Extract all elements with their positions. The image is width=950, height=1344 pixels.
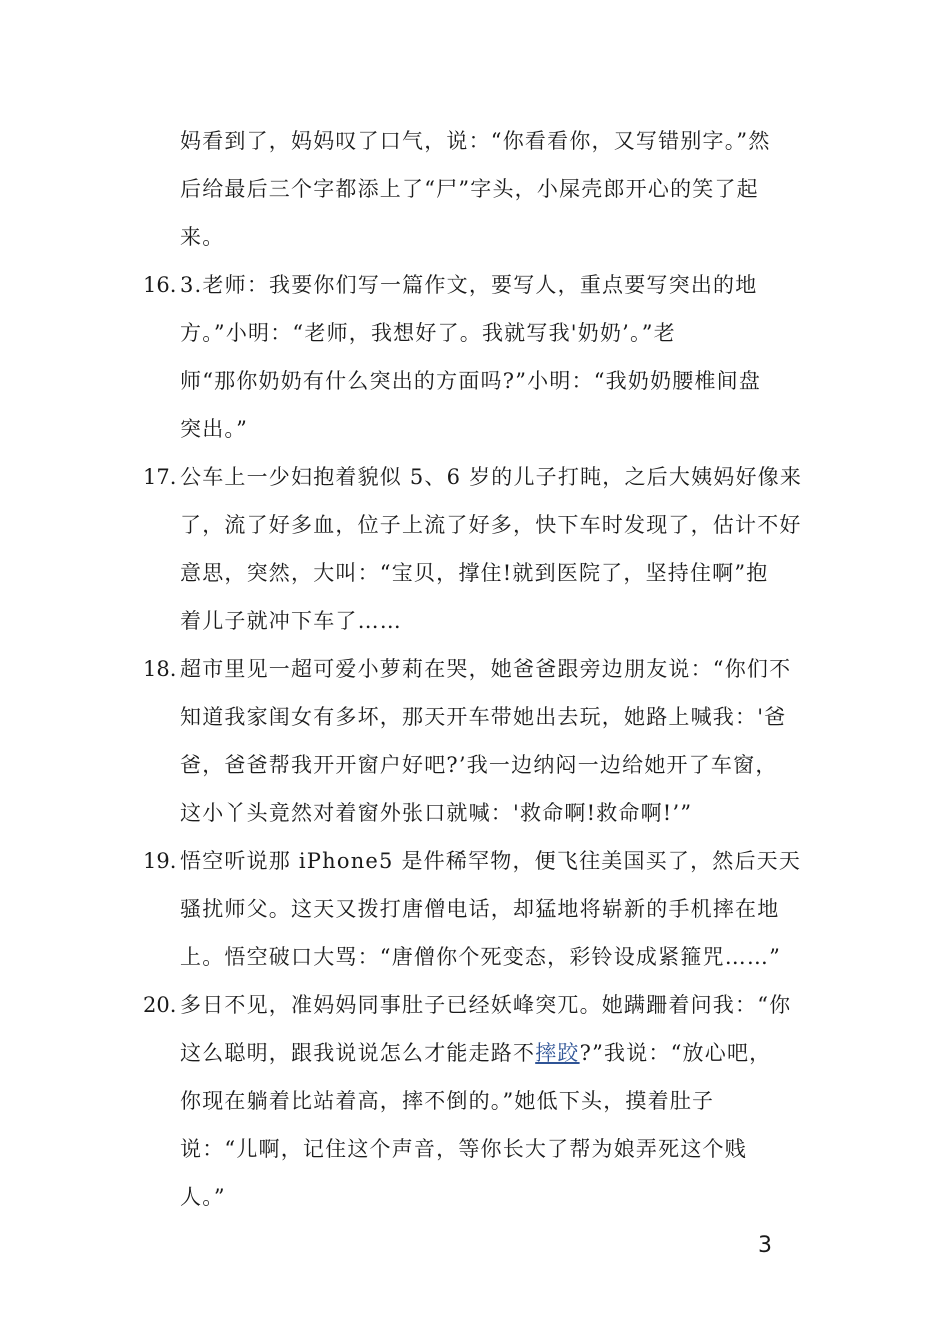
paragraph-line: 说：“儿啊，记住这个声音，等你长大了帮为娘弄死这个贱 [180,1137,747,1161]
item-number-20: 20. [143,993,177,1017]
text-segment: 这么聪明，跟我说说怎么才能走路不 [180,1041,536,1065]
paragraph-line: 你现在躺着比站着高，摔不倒的。”她低下头，摸着肚子 [180,1089,715,1113]
paragraph-line: 后给最后三个字都添上了“尸”字头，小屎壳郎开心的笑了起 [180,177,759,201]
paragraph-line: 来。 [180,225,225,249]
paragraph-line: 妈看到了，妈妈叹了口气，说：“你看看你，又写错别字。”然 [180,129,771,153]
link-shuaijiao[interactable]: 摔跤 [535,1041,580,1065]
item-number-18: 18. [143,657,177,681]
paragraph-line: 师“那你奶奶有什么突出的方面吗?”小明：“我奶奶腰椎间盘 [180,369,762,393]
paragraph-line: 多日不见，准妈妈同事肚子已经妖峰突兀。她蹒跚着问我：“你 [180,993,792,1017]
item-number-19: 19. [143,849,177,873]
paragraph-line [180,1040,771,1066]
paragraph-line: 知道我家闺女有多坏，那天开车带她出去玩，她路上喊我：'爸 [180,705,787,729]
item-number-17: 17. [143,465,177,489]
paragraph-line: 意思，突然，大叫：“宝贝，撑住!就到医院了，坚持住啊”抱 [180,561,769,585]
paragraph-line: 着儿子就冲下车了…… [180,609,402,633]
page-number: 3 [758,1233,772,1258]
paragraph-line: 超市里见一超可爱小萝莉在哭，她爸爸跟旁边朋友说：“你们不 [180,657,792,681]
paragraph-line: 上。悟空破口大骂：“唐僧你个死变态，彩铃设成紧箍咒……” [180,945,782,969]
text-segment: ?”我说：“放心吧， [579,1041,772,1065]
paragraph-line: 方。”小明：“老师，我想好了。我就写我'奶奶’。”老 [180,321,676,345]
paragraph-line: 了，流了好多血，位子上流了好多，快下车时发现了，估计不好 [180,513,802,537]
paragraph-line: 3.老师：我要你们写一篇作文，要写人，重点要写突出的地 [180,273,758,297]
paragraph-line: 突出。” [180,417,249,441]
paragraph-line: 公车上一少妇抱着貌似 5、6 岁的儿子打盹，之后大姨妈好像来 [180,465,803,489]
paragraph-line: 爸，爸爸帮我开开窗户好吧?’我一边纳闷一边给她开了车窗， [180,753,778,777]
item-number-16: 16. [143,273,177,297]
paragraph-line: 这小丫头竟然对着窗外张口就喊：'救命啊!救命啊!’” [180,801,693,825]
paragraph-line: 悟空听说那 iPhone5 是件稀罕物，便飞往美国买了，然后天天 [180,849,802,873]
paragraph-line: 人。” [180,1185,226,1209]
paragraph-line: 骚扰师父。这天又拨打唐僧电话，却猛地将崭新的手机摔在地 [180,897,780,921]
